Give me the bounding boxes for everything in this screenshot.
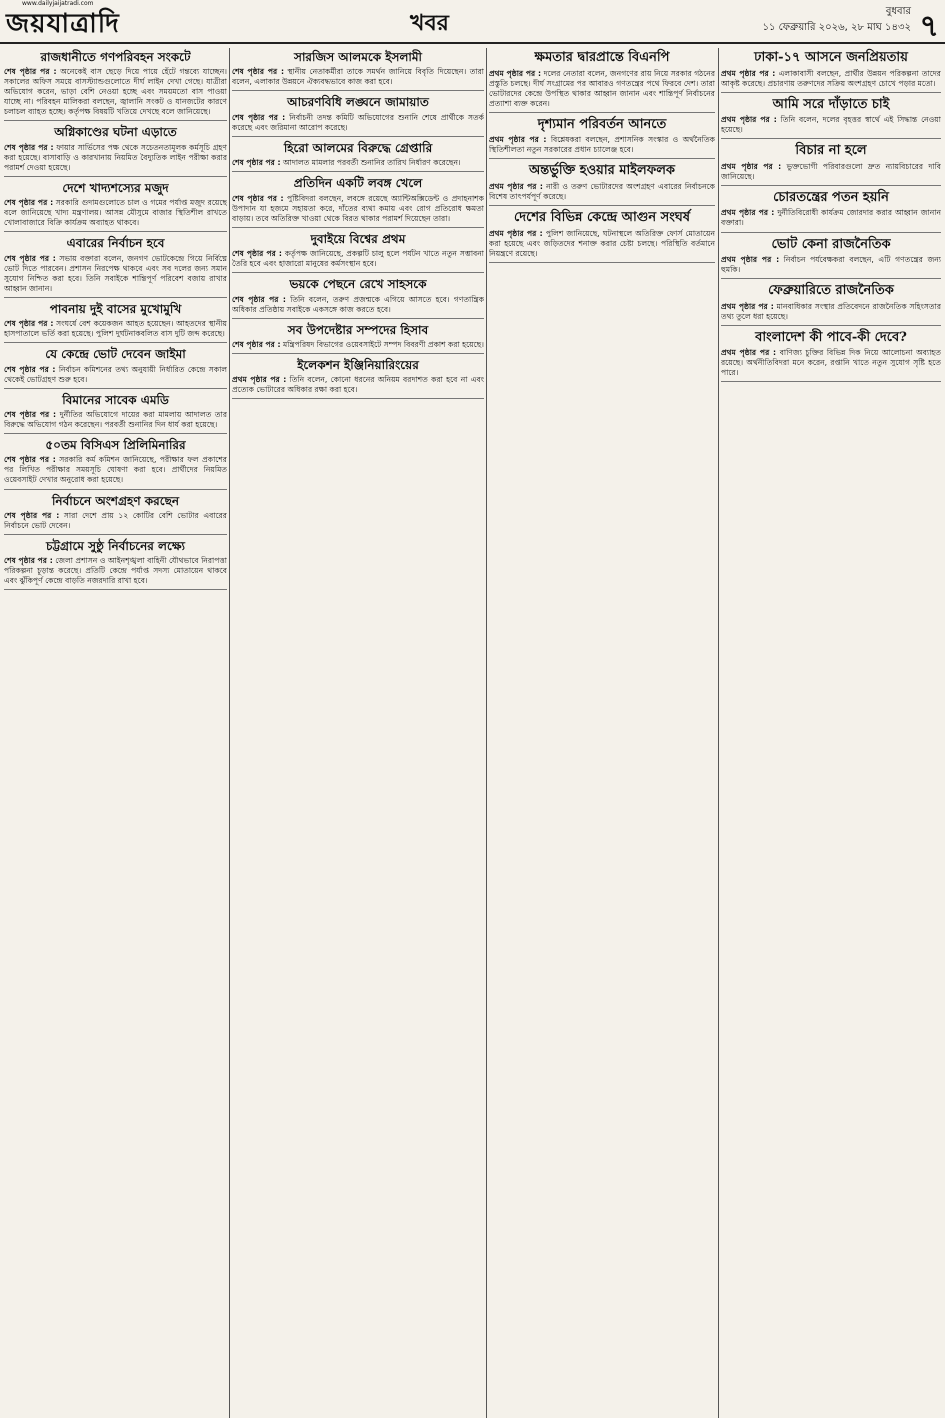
- continuation-lead: প্রথম পৃষ্ঠার পর :: [232, 375, 287, 385]
- article-divider: [4, 176, 227, 177]
- continuation-lead: প্রথম পৃষ্ঠার পর :: [489, 68, 542, 78]
- article-body: [4, 410, 227, 430]
- article-headline: অগ্নিকাণ্ডের ঘটনা এড়াতে: [54, 125, 177, 140]
- article-headline: দেশে খাদ্যশস্যের মজুদ: [62, 180, 169, 195]
- article-headline: নির্বাচনে অংশগ্রহণ করছেন: [51, 493, 180, 508]
- columns: [0, 48, 945, 1418]
- news-article: [232, 95, 484, 136]
- article-text: নারী ও তরুণ ভোটারদের অংশগ্রহণ এবারের নির্বাচনকে বিশেষ তাৎপর্যপূর্ণ করেছে।: [489, 181, 715, 201]
- masthead: [0, 0, 945, 44]
- article-text: এলাকাবাসী বলছেন, প্রার্থীর উন্নয়ন পরিকল্পনা তাদের আকৃষ্ট করেছে। প্রচারণায় তরুণদের সক্রিয় অংশগ্রহণ চোখে পড়ার মতো।: [721, 68, 941, 88]
- news-article: [4, 494, 227, 535]
- continuation-lead: প্রথম পৃষ্ঠার পর :: [489, 228, 543, 238]
- article-headline: ইলেকশন ইঞ্জিনিয়ারিংয়ের: [297, 357, 419, 372]
- news-article: [232, 176, 484, 227]
- article-body: [4, 511, 227, 531]
- article-text: মানবাধিকার সংস্থার প্রতিবেদনে রাজনৈতিক সহিংসতার তথ্য তুলে ধরা হয়েছে।: [721, 301, 941, 321]
- article-text: নির্বাচন কমিশনের তথ্য অনুযায়ী নির্ধারিত কেন্দ্রে সকাল থেকেই ভোটগ্রহণ শুরু হবে।: [4, 364, 227, 384]
- continuation-lead: শেষ পৃষ্ঠার পর :: [232, 294, 286, 304]
- article-divider: [489, 262, 715, 263]
- article-headline: সব উপদেষ্টার সম্পদের হিসাব: [287, 322, 429, 337]
- article-divider: [232, 90, 484, 91]
- article-headline: দেশের বিভিন্ন কেন্দ্রে আগুন সংঘর্ষ: [514, 209, 690, 225]
- continuation-lead: শেষ পৃষ্ঠার পর :: [4, 455, 56, 465]
- news-article: [4, 539, 227, 590]
- continuation-lead: প্রথম পৃষ্ঠার পর :: [489, 181, 543, 191]
- column-2: [232, 48, 484, 1418]
- article-text: দুর্নীতিবিরোধী কার্যক্রম জোরদার করার আহ্বান জানান বক্তারা।: [721, 208, 941, 228]
- continuation-lead: শেষ পৃষ্ঠার পর :: [232, 158, 281, 168]
- article-headline: বিচার না হলে: [795, 143, 867, 159]
- continuation-lead: শেষ পৃষ্ঠার পর :: [232, 193, 284, 203]
- article-headline: চট্টগ্রামে সুষ্ঠু নির্বাচনের লক্ষ্যে: [45, 538, 186, 553]
- article-headline: আমি সরে দাঁড়াতে চাই: [772, 96, 890, 112]
- article-body: [4, 254, 227, 294]
- continuation-lead: প্রথম পৃষ্ঠার পর :: [489, 135, 547, 145]
- article-text: তিনি বলেন, দলের বৃহত্তর স্বার্থে এই সিদ্ধান্ত নেওয়া হয়েছে।: [721, 115, 941, 135]
- news-article: [721, 237, 941, 280]
- news-article: [232, 141, 484, 172]
- news-article: [489, 210, 715, 263]
- article-text: দুর্নীতির অভিযোগে দায়ের করা মামলায় আদালত তার বিরুদ্ধে অভিযোগ গঠন করেছেন। পরবর্তী শুনানির দিন ধার্য করা হয়েছে।: [4, 410, 227, 430]
- article-body: [721, 302, 941, 322]
- news-article: [489, 50, 715, 113]
- article-body: [4, 365, 227, 385]
- article-headline: বাংলাদেশ কী পাবে-কী দেবে?: [755, 329, 907, 345]
- article-text: স্থানীয় নেতাকর্মীরা তাকে সমর্থন জানিয়ে বিবৃতি দিয়েছেন। তারা বলেন, এলাকার উন্নয়নে ঐক্যবদ্ধভাবে কাজ করা হবে।: [232, 67, 484, 87]
- article-headline: ৫০তম বিসিএস প্রিলিমিনারির: [45, 438, 186, 453]
- article-headline: পাবনায় দুই বাসের মুখোমুখি: [49, 301, 182, 316]
- continuation-lead: শেষ পৃষ্ঠার পর :: [232, 249, 282, 259]
- article-divider: [4, 120, 227, 121]
- article-text: জেলা প্রশাসন ও আইনশৃঙ্খলা বাহিনী যৌথভাবে নিরাপত্তা পরিকল্পনা চূড়ান্ত করেছে। প্রতিটি কেন্দ্রে পর্যাপ্ত সদস্য মোতায়েন থাকবে এবং ঝুঁকিপূর্ণ কেন্দ্রে বাড়তি নজরদারি রাখা হবে।: [4, 556, 227, 586]
- article-divider: [232, 171, 484, 172]
- article-body: [232, 67, 484, 87]
- article-divider: [232, 227, 484, 228]
- continuation-lead: প্রথম পৃষ্ঠার পর :: [721, 115, 777, 125]
- article-text: সরকারি গুদামগুলোতে চাল ও গমের পর্যাপ্ত মজুদ রয়েছে বলে জানিয়েছে খাদ্য মন্ত্রণালয়। আসন্ন মৌসুমে বাজার স্থিতিশীল রাখতে খোলাবাজারে বিক্রি কার্যক্রম অব্যাহত থাকবে।: [4, 198, 227, 228]
- article-divider: [721, 381, 941, 382]
- continuation-lead: শেষ পৃষ্ঠার পর :: [4, 198, 54, 208]
- article-body: [489, 135, 715, 155]
- column-1: [4, 48, 227, 1418]
- article-body: [232, 249, 484, 269]
- continuation-lead: শেষ পৃষ্ঠার পর :: [4, 319, 54, 329]
- news-article: [4, 50, 227, 121]
- continuation-lead: শেষ পৃষ্ঠার পর :: [232, 339, 281, 349]
- article-headline: বিমানের সাবেক এমডি: [62, 392, 169, 407]
- article-text: ভুক্তভোগী পরিবারগুলো দ্রুত ন্যায়বিচারের দাবি জানিয়েছে।: [721, 161, 941, 181]
- article-divider: [721, 278, 941, 279]
- article-body: [721, 208, 941, 228]
- continuation-lead: প্রথম পৃষ্ঠার পর :: [721, 161, 782, 171]
- news-article: [721, 50, 941, 93]
- continuation-lead: প্রথম পৃষ্ঠার পর :: [721, 255, 780, 265]
- continuation-lead: শেষ পৃষ্ঠার পর :: [232, 112, 286, 122]
- article-headline: ফেব্রুয়ারিতে রাজনৈতিক: [768, 283, 894, 299]
- article-text: পুলিশ জানিয়েছে, ঘটনাস্থলে অতিরিক্ত ফোর্স মোতায়েন করা হয়েছে এবং জড়িতদের শনাক্ত করার চেষ্টা চলছে। পরিস্থিতি বর্তমানে নিয়ন্ত্রণে রয়েছে।: [489, 228, 715, 258]
- article-body: [232, 295, 484, 315]
- article-divider: [721, 92, 941, 93]
- news-article: [721, 283, 941, 326]
- article-text: সারা দেশে প্রায় ১২ কোটির বেশি ভোটার এবারের নির্বাচনে ভোট দেবেন।: [4, 510, 227, 530]
- article-text: নির্বাচনী তদন্ত কমিটি অভিযোগের শুনানি শেষে প্রার্থীকে সতর্ক করেছে এবং জরিমানা আরোপ করেছে।: [232, 112, 484, 132]
- article-divider: [489, 158, 715, 159]
- article-text: নির্বাচন পর্যবেক্ষকরা বলছেন, এটি গণতন্ত্রের জন্য হুমকি।: [721, 255, 941, 275]
- continuation-lead: প্রথম পৃষ্ঠার পর :: [721, 208, 775, 218]
- article-body: [4, 143, 227, 173]
- article-body: [721, 255, 941, 275]
- article-text: পুষ্টিবিদরা বলছেন, লবঙ্গে রয়েছে অ্যান্টিঅক্সিডেন্ট ও প্রদাহনাশক উপাদান যা হজমে সহায়তা করে, দাঁতের ব্যথা কমায় এবং রোগ প্রতিরোধ ক্ষমতা বাড়ায়। তবে অতিরিক্ত খাওয়া থেকে বিরত থাকার পরামর্শ দিয়েছেন তারা।: [232, 193, 484, 223]
- article-divider: [4, 589, 227, 590]
- article-divider: [232, 353, 484, 354]
- article-body: [4, 556, 227, 586]
- newspaper-logo: জয়যাত্রাদি: [6, 9, 120, 39]
- article-text: তিনি বলেন, কোনো ধরনের অনিয়ম বরদাশত করা হবে না এবং প্রত্যেক ভোটারের অধিকার রক্ষা করা হবে।: [232, 375, 484, 395]
- article-divider: [721, 185, 941, 186]
- column-4: [721, 48, 941, 1418]
- news-article: [232, 232, 484, 273]
- news-article: [232, 323, 484, 354]
- article-body: [489, 229, 715, 259]
- article-body: [721, 162, 941, 182]
- article-divider: [4, 489, 227, 490]
- article-text: বাণিজ্য চুক্তির বিভিন্ন দিক নিয়ে আলোচনা অব্যাহত রয়েছে। অর্থনীতিবিদরা মনে করেন, রপ্তানি খাতে নতুন সুযোগ সৃষ্টি হতে পারে।: [721, 348, 941, 378]
- article-headline: চোরতন্ত্রের পতন হয়নি: [773, 189, 889, 205]
- news-article: [721, 330, 941, 383]
- news-article: [4, 438, 227, 489]
- article-body: [4, 319, 227, 339]
- article-headline: ক্ষমতার দ্বারপ্রান্তে বিএনপি: [534, 50, 670, 65]
- news-article: [489, 117, 715, 160]
- article-text: সরকারি কর্ম কমিশন জানিয়েছে, পরীক্ষার ফল প্রকাশের পর লিখিত পরীক্ষার সময়সূচি ঘোষণা করা হবে। প্রার্থীদের নিয়মিত ওয়েবসাইট দেখার অনুরোধ করা হয়েছে।: [4, 455, 227, 485]
- article-text: সভায় বক্তারা বলেন, জনগণ ভোটকেন্দ্রে গিয়ে নির্বিঘ্নে ভোট দিতে পারবেন। প্রশাসন নিরপেক্ষ থাকবে এবং সব দলের জন্য সমান সুযোগ নিশ্চিত করা হবে। তিনি সবাইকে শান্তিপূর্ণ পরিবেশ বজায় রাখার আহ্বান জানান।: [4, 253, 227, 293]
- article-divider: [232, 318, 484, 319]
- article-divider: [232, 398, 484, 399]
- article-divider: [232, 272, 484, 273]
- article-headline: আচরণবিধি লঙ্ঘনে জামায়াত: [287, 95, 429, 110]
- logo-url: www.dailyjaijatradi.com: [22, 0, 94, 7]
- article-headline: অন্তর্ভুক্তি হওয়ার মাইলফলক: [529, 163, 675, 179]
- article-divider: [4, 231, 227, 232]
- news-article: [489, 163, 715, 206]
- article-divider: [721, 138, 941, 139]
- article-body: [4, 198, 227, 228]
- article-headline: এবারের নির্বাচন হবে: [66, 236, 165, 251]
- weekday: বুধবার: [885, 6, 911, 17]
- article-body: [232, 194, 484, 224]
- article-body: [721, 115, 941, 135]
- news-article: [4, 302, 227, 343]
- article-text: বিশ্লেষকরা বলছেন, প্রশাসনিক সংস্কার ও অর্থনৈতিক স্থিতিশীলতা নতুন সরকারের প্রধান চ্যালেঞ্জ হবে।: [489, 135, 715, 155]
- article-text: সংঘর্ষে বেশ কয়েকজন আহত হয়েছেন। আহতদের স্থানীয় হাসপাতালে ভর্তি করা হয়েছে। পুলিশ দুর্ঘটনাকবলিত বাস দুটি জব্দ করেছে।: [4, 319, 227, 339]
- section-title: খবর: [410, 10, 449, 36]
- article-divider: [489, 205, 715, 206]
- news-article: [232, 358, 484, 399]
- article-body: [721, 348, 941, 378]
- article-body: [4, 67, 227, 117]
- article-text: দলের নেতারা বলেন, জনগণের রায় নিয়ে সরকার গঠনের প্রস্তুতি চলছে। দীর্ঘ সংগ্রামের পর আবারও গণতন্ত্রের পথে ফিরবে দেশ। তারা ভোটারদের কেন্দ্রে উপস্থিত থাকার আহ্বান জানান এবং শান্তিপূর্ণ নির্বাচনের প্রত্যাশা ব্যক্ত করেন।: [489, 68, 715, 108]
- article-body: [232, 158, 484, 168]
- continuation-lead: প্রথম পৃষ্ঠার পর :: [721, 68, 776, 78]
- continuation-lead: প্রথম পৃষ্ঠার পর :: [721, 301, 774, 311]
- article-body: [4, 455, 227, 485]
- news-article: [721, 190, 941, 233]
- article-headline: ভয়কে পেছনে রেখে সাহসকে: [289, 277, 427, 292]
- article-text: কর্তৃপক্ষ জানিয়েছে, প্রকল্পটি চালু হলে পর্যটন খাতে নতুন সম্ভাবনা তৈরি হবে এবং হাজারো মানুষের কর্মসংস্থান হবে।: [232, 249, 484, 269]
- article-divider: [489, 112, 715, 113]
- continuation-lead: শেষ পৃষ্ঠার পর :: [4, 67, 57, 77]
- news-article: [232, 50, 484, 91]
- article-headline: যে কেন্দ্রে ভোট দেবেন জাইমা: [45, 347, 186, 362]
- continuation-lead: শেষ পৃষ্ঠার পর :: [4, 556, 53, 566]
- article-text: ফায়ার সার্ভিসের পক্ষ থেকে সচেতনতামূলক কর্মসূচি গ্রহণ করা হয়েছে। বাসাবাড়ি ও কারখানায় নিয়মিত বৈদ্যুতিক লাইন পরীক্ষা করার পরামর্শ দেওয়া হয়েছে।: [4, 142, 227, 172]
- continuation-lead: শেষ পৃষ্ঠার পর :: [4, 364, 56, 374]
- article-headline: প্রতিদিন একটি লবঙ্গ খেলে: [293, 176, 423, 191]
- continuation-lead: প্রথম পৃষ্ঠার পর :: [721, 348, 777, 358]
- article-text: আদালত মামলার পরবর্তী শুনানির তারিখ নির্ধারণ করেছেন।: [282, 158, 461, 168]
- dateline: ১১ ফেব্রুয়ারি ২০২৬, ২৮ মাঘ ১৪৩২: [762, 22, 911, 33]
- article-divider: [4, 433, 227, 434]
- article-headline: দুবাইয়ে বিশ্বের প্রথম: [310, 231, 406, 246]
- article-headline: দৃশ্যমান পরিবর্তন আনতে: [537, 116, 667, 132]
- article-body: [721, 69, 941, 89]
- continuation-lead: শেষ পৃষ্ঠার পর :: [4, 142, 54, 152]
- page-number: ৭: [919, 9, 939, 44]
- article-text: অনেকেই বাস ছেড়ে দিয়ে পায়ে হেঁটে গন্তব্যে যাচ্ছেন। সকালের অফিস সময়ে বাসস্ট্যান্ডগুলোতে দীর্ঘ লাইন দেখা গেছে। যাত্রীরা অভিযোগ করেন, ভাড়া বেশি নেওয়া হচ্ছে এবং সময়মতো বাস পাওয়া যাচ্ছে না। পরিবহন মালিকরা বলছেন, জ্বালানি সংকট ও যানজটের কারণে চলাচল ব্যাহত হচ্ছে। কর্তৃপক্ষ বিষয়টি খতিয়ে দেখছে বলে জানিয়েছে।: [4, 67, 227, 117]
- article-text: মন্ত্রিপরিষদ বিভাগের ওয়েবসাইটে সম্পদ বিবরণী প্রকাশ করা হয়েছে।: [282, 339, 484, 349]
- article-divider: [4, 297, 227, 298]
- article-divider: [4, 388, 227, 389]
- news-article: [4, 236, 227, 297]
- article-headline: সারজিস আলমকে ইসলামী: [294, 50, 422, 64]
- article-body: [232, 340, 484, 350]
- article-body: [232, 113, 484, 133]
- news-article: [721, 97, 941, 140]
- article-body: [489, 69, 715, 109]
- news-article: [4, 181, 227, 232]
- continuation-lead: শেষ পৃষ্ঠার পর :: [4, 253, 56, 263]
- article-divider: [721, 232, 941, 233]
- article-headline: হিরো আলমের বিরুদ্ধে গ্রেপ্তারি: [283, 140, 433, 155]
- article-text: তিনি বলেন, তরুণ প্রজন্মকে এগিয়ে আসতে হবে। গণতান্ত্রিক অধিকার প্রতিষ্ঠায় সবাইকে একসঙ্গে কাজ করতে হবে।: [232, 294, 484, 314]
- news-article: [232, 277, 484, 318]
- article-divider: [721, 325, 941, 326]
- article-divider: [4, 534, 227, 535]
- article-headline: রাজধানীতে গণপরিবহন সংকটে: [40, 50, 191, 64]
- article-divider: [232, 136, 484, 137]
- article-divider: [4, 342, 227, 343]
- continuation-lead: শেষ পৃষ্ঠার পর :: [232, 67, 284, 77]
- news-article: [4, 393, 227, 434]
- news-article: [4, 125, 227, 176]
- article-headline: ঢাকা-১৭ আসনে জনপ্রিয়তায়: [754, 50, 908, 65]
- article-body: [232, 375, 484, 395]
- news-article: [4, 347, 227, 388]
- continuation-lead: শেষ পৃষ্ঠার পর :: [4, 510, 60, 520]
- article-headline: ভোট কেনা রাজনৈতিক: [771, 236, 891, 252]
- article-body: [489, 182, 715, 202]
- column-3: [489, 48, 715, 1418]
- news-article: [721, 143, 941, 186]
- continuation-lead: শেষ পৃষ্ঠার পর :: [4, 410, 57, 420]
